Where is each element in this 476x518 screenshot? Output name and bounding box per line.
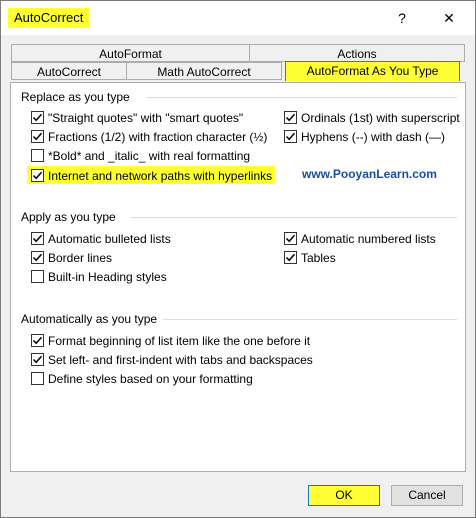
close-icon[interactable]: ✕ bbox=[443, 10, 455, 26]
option-label: Internet and network paths with hyperlinks bbox=[48, 169, 273, 183]
option-label: *Bold* and _italic_ with real formatting bbox=[48, 149, 251, 163]
ok-button[interactable]: OK bbox=[308, 485, 380, 506]
option-label: Ordinals (1st) with superscript bbox=[301, 111, 460, 125]
option-hyperlinks[interactable] bbox=[27, 166, 275, 184]
group-divider bbox=[163, 319, 457, 320]
check-icon bbox=[32, 354, 43, 365]
tab-actions[interactable]: Actions bbox=[249, 44, 465, 62]
option-label: Tables bbox=[301, 251, 336, 265]
checkbox[interactable] bbox=[31, 251, 44, 264]
option-label: Automatic numbered lists bbox=[301, 232, 436, 246]
tab-strip bbox=[1, 41, 475, 83]
tab-math-autocorrect[interactable]: Math AutoCorrect bbox=[126, 62, 282, 80]
option-label: Border lines bbox=[48, 251, 113, 265]
checkbox[interactable] bbox=[284, 251, 297, 264]
checkbox[interactable] bbox=[31, 111, 44, 124]
checkbox[interactable] bbox=[284, 232, 297, 245]
option-label: "Straight quotes" with "smart quotes" bbox=[48, 111, 244, 125]
check-icon bbox=[285, 252, 296, 263]
group-divider bbox=[131, 217, 457, 218]
check-icon bbox=[285, 112, 296, 123]
option-label: Automatic bulleted lists bbox=[48, 232, 171, 246]
check-icon bbox=[32, 170, 43, 181]
checkbox[interactable] bbox=[31, 334, 44, 347]
tab-autoformat[interactable]: AutoFormat bbox=[11, 44, 250, 62]
checkbox[interactable] bbox=[31, 372, 44, 385]
checkbox[interactable] bbox=[31, 270, 44, 283]
checkbox[interactable] bbox=[31, 232, 44, 245]
group-label-apply: Apply as you type bbox=[21, 210, 116, 224]
dialog-title: AutoCorrect bbox=[8, 8, 89, 28]
checkbox[interactable] bbox=[31, 130, 44, 143]
tab-autoformat-as-you-type[interactable]: AutoFormat As You Type bbox=[285, 61, 460, 81]
check-icon bbox=[285, 131, 296, 142]
check-icon bbox=[32, 335, 43, 346]
option-label: Fractions (1/2) with fraction character (½) bbox=[48, 130, 268, 144]
group-label-automatically: Automatically as you type bbox=[21, 312, 158, 326]
option-label: Hyphens (--) with dash (—) bbox=[301, 130, 446, 144]
help-icon[interactable]: ? bbox=[398, 10, 406, 26]
check-icon bbox=[32, 233, 43, 244]
check-icon bbox=[32, 252, 43, 263]
check-icon bbox=[285, 233, 296, 244]
watermark-text: www.PooyanLearn.com bbox=[302, 167, 437, 181]
checkbox[interactable] bbox=[31, 149, 44, 162]
option-label: Set left- and first-indent with tabs and backspaces bbox=[48, 353, 313, 367]
group-divider bbox=[147, 97, 457, 98]
checkbox[interactable] bbox=[284, 111, 297, 124]
option-label: Built-in Heading styles bbox=[48, 270, 167, 284]
option-label: Format beginning of list item like the one before it bbox=[48, 334, 311, 348]
checkbox[interactable] bbox=[31, 353, 44, 366]
group-label-replace: Replace as you type bbox=[21, 90, 130, 104]
checkbox[interactable] bbox=[31, 169, 44, 182]
title-bar bbox=[1, 1, 475, 35]
tab-panel bbox=[10, 82, 466, 472]
check-icon bbox=[32, 112, 43, 123]
option-label: Define styles based on your formatting bbox=[48, 372, 253, 386]
checkbox[interactable] bbox=[284, 130, 297, 143]
cancel-button[interactable]: Cancel bbox=[391, 485, 463, 506]
check-icon bbox=[32, 131, 43, 142]
tab-autocorrect[interactable]: AutoCorrect bbox=[11, 62, 127, 80]
